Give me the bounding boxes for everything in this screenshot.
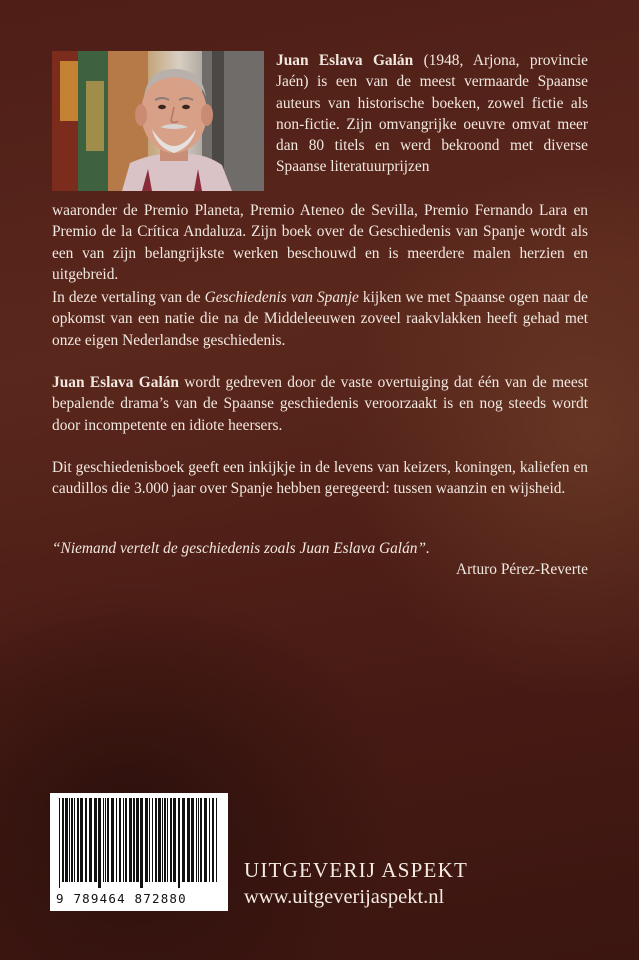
paragraph-summary xyxy=(52,457,588,500)
barcode-bar xyxy=(62,798,64,882)
paragraph-conviction xyxy=(52,372,588,436)
isbn-number: 9 789464 872880 xyxy=(56,891,187,906)
publisher-name: UITGEVERIJ ASPEKT xyxy=(244,858,468,882)
barcode-bar xyxy=(111,798,114,882)
author-bio-text: (1948, Arjona, provincie Jaén) is een van de meest vermaarde Spaanse auteurs van historische boeken, zowel fictie als non-fictie. Zijn omvangrijke oeuvre omvat meer dan 80 titels en werd bekroond met diverse Spaanse literatuurprijzen xyxy=(276,52,588,176)
author-bio-continued xyxy=(52,200,588,285)
barcode-bar xyxy=(89,798,92,882)
barcode-bar xyxy=(94,798,97,882)
paragraph-2-after: kijken we met Spaanse ogen naar de opkomst van een natie die na de Middeleeuwen zoveel raakvlakken heeft gehad met onze eigen Nederlandse geschiedenis. xyxy=(52,289,588,349)
publisher-url: www.uitgeverijaspekt.nl xyxy=(244,886,445,908)
barcode-bar xyxy=(80,798,83,882)
barcode-bar xyxy=(191,798,194,882)
book-title: Geschiedenis van Spanje xyxy=(204,289,359,306)
barcode-bar xyxy=(116,798,117,882)
barcode-bar xyxy=(209,798,210,882)
quote-author: Arturo Pérez-Reverte xyxy=(455,561,588,578)
barcode-bar xyxy=(103,798,104,882)
paragraph-translation xyxy=(52,287,588,351)
barcode-bar xyxy=(155,798,157,882)
barcode-bar xyxy=(182,798,185,882)
barcode-bar xyxy=(145,798,148,882)
barcode-bar xyxy=(123,798,124,882)
author-bio-intro xyxy=(276,50,588,178)
barcode-bar xyxy=(170,798,172,882)
quote xyxy=(52,538,588,559)
barcode-bar xyxy=(77,798,79,882)
barcode-bar xyxy=(136,798,139,882)
barcode-bar xyxy=(198,798,199,882)
author-name-2: Juan Eslava Galán xyxy=(52,374,179,391)
barcode-bar xyxy=(212,798,214,882)
barcode xyxy=(50,793,228,911)
barcode-bar xyxy=(196,798,197,882)
barcode-bar xyxy=(140,798,143,888)
barcode-bar xyxy=(85,798,87,882)
barcode-bar xyxy=(69,798,70,882)
barcode-bar xyxy=(129,798,132,882)
barcode-bar xyxy=(164,798,166,882)
paragraph-3-text: wordt gedreven door de vaste overtuiging dat één van de meest bepalende drama’s van de Spaanse geschiedenis veroorzaakt is en nog steeds wordt door incompetente en idiote heersers. xyxy=(52,374,588,434)
paragraph-2-before: In deze vertaling van de xyxy=(52,289,205,306)
barcode-bar xyxy=(162,798,163,882)
barcode-bar xyxy=(59,798,60,888)
author-photo xyxy=(52,51,264,191)
barcode-bar xyxy=(152,798,153,882)
barcode-bar xyxy=(149,798,150,882)
barcode-bar xyxy=(178,798,180,888)
barcode-bar xyxy=(119,798,121,882)
barcode-bar xyxy=(98,798,101,888)
barcode-bar xyxy=(105,798,106,882)
barcode-bar xyxy=(125,798,127,882)
barcode-bar xyxy=(74,798,75,882)
barcode-bar xyxy=(133,798,135,882)
paragraph-4-text: Dit geschiedenisboek geeft een inkijkje in de levens van keizers, koningen, kaliefen en caudillos die 3.000 jaar over Spanje hebben geregeerd: tussen waanzin en wijsheid. xyxy=(52,459,588,498)
barcode-bar xyxy=(200,798,202,882)
barcode-bar xyxy=(204,798,207,882)
barcode-bar xyxy=(187,798,190,882)
author-bio-text-cont: waaronder de Premio Planeta, Premio Ateneo de Sevilla, Premio Fernando Lara en Premio de la Crítica Andaluza. Zijn boek over de Geschiedenis van Spanje wordt als een van zijn belangrijkste werken beschouwd en is meerdere malen herzien en uitgebreid. xyxy=(52,202,588,283)
barcode-bar xyxy=(71,798,73,882)
barcode-bar xyxy=(216,798,217,882)
barcode-bar xyxy=(65,798,68,882)
author-name: Juan Eslava Galán xyxy=(276,52,414,69)
barcode-bar xyxy=(158,798,161,882)
barcode-bar xyxy=(173,798,176,882)
barcode-bar xyxy=(107,798,109,882)
quote-text: “Niemand vertelt de geschiedenis zoals Juan Eslava Galán”. xyxy=(52,540,430,557)
barcode-bar xyxy=(167,798,168,882)
barcode-bars xyxy=(57,798,221,888)
